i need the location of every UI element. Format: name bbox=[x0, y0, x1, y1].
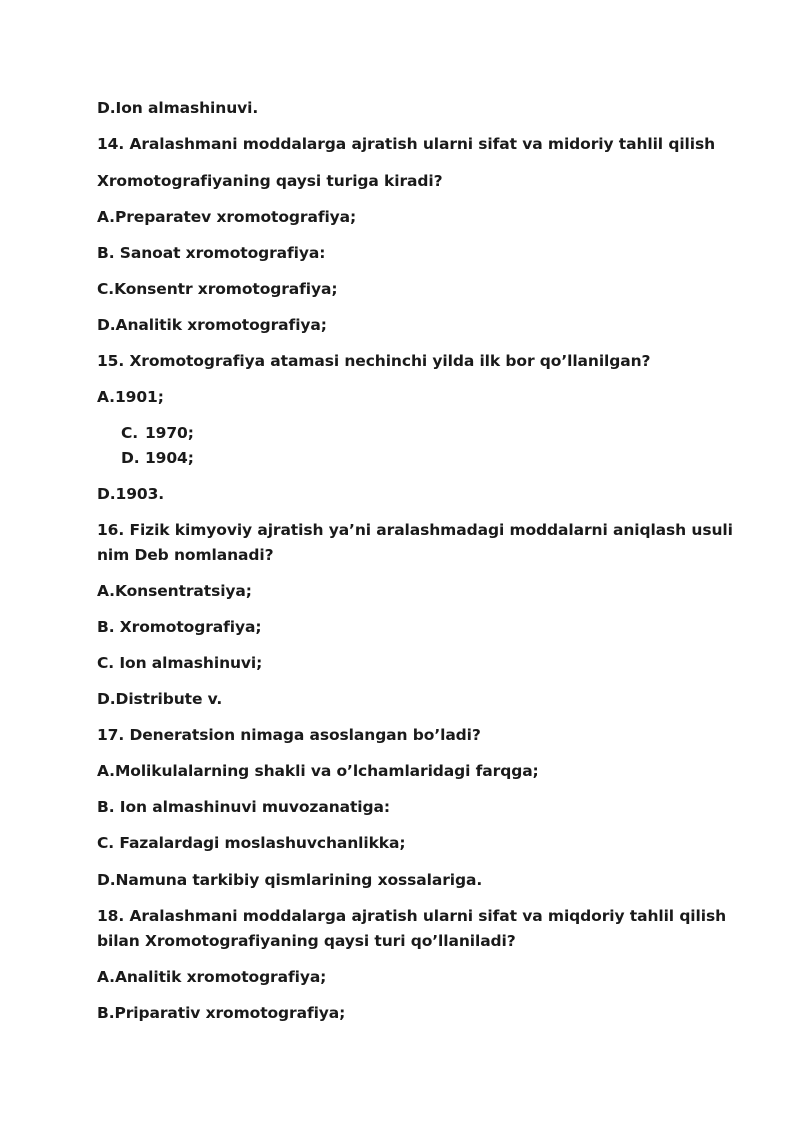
list-item-text: 1970; bbox=[145, 424, 194, 442]
answer-option: A.Konsentratsiya; bbox=[97, 582, 252, 600]
list-item bbox=[121, 423, 194, 443]
answer-option: D.Ion almashinuvi. bbox=[97, 99, 259, 117]
answer-option: A.1901; bbox=[97, 388, 164, 406]
answer-option: D.Namuna tarkibiy qismlarining xossalariga. bbox=[97, 871, 483, 889]
answer-option: D.Distribute v. bbox=[97, 690, 223, 708]
answer-option: C. Ion almashinuvi; bbox=[97, 654, 263, 672]
question-18: 18. Aralashmani moddalarga ajratish ularni sifat va miqdoriy tahlil qilish bbox=[97, 907, 727, 925]
question-17: 17. Deneratsion nimaga asoslangan bo’ladi? bbox=[97, 726, 481, 744]
answer-option: A.Preparatev xromotografiya; bbox=[97, 208, 357, 226]
answer-option: C.Konsentr xromotografiya; bbox=[97, 280, 338, 298]
list-marker: C. bbox=[121, 424, 139, 442]
question-14: 14. Aralashmani moddalarga ajratish ularni sifat va midoriy tahlil qilish bbox=[97, 135, 716, 153]
answer-option: C. Fazalardagi moslashuvchanlikka; bbox=[97, 834, 406, 852]
answer-option: D.1903. bbox=[97, 485, 165, 503]
answer-option: B. Ion almashinuvi muvozanatiga: bbox=[97, 798, 390, 816]
answer-option: A.Analitik xromotografiya; bbox=[97, 968, 327, 986]
question-14-continued: Xromotografiyaning qaysi turiga kiradi? bbox=[97, 172, 443, 190]
question-16-continued: nim Deb nomlanadi? bbox=[97, 546, 274, 564]
question-18-continued: bilan Xromotografiyaning qaysi turi qo’llaniladi? bbox=[97, 932, 516, 950]
question-16: 16. Fizik kimyoviy ajratish ya’ni aralashmadagi moddalarni aniqlash usuli bbox=[97, 521, 733, 539]
answer-option: B. Sanoat xromotografiya: bbox=[97, 244, 326, 262]
list-item-text: 1904; bbox=[145, 449, 194, 467]
list-marker: D. bbox=[121, 449, 140, 467]
question-15: 15. Xromotografiya atamasi nechinchi yilda ilk bor qo’llanilgan? bbox=[97, 352, 651, 370]
list-item bbox=[121, 448, 194, 468]
answer-option: B. Xromotografiya; bbox=[97, 618, 262, 636]
answer-option: A.Molikulalarning shakli va o’lchamlaridagi farqga; bbox=[97, 762, 539, 780]
answer-option: D.Analitik xromotografiya; bbox=[97, 316, 327, 334]
answer-option: B.Priparativ xromotografiya; bbox=[97, 1004, 346, 1022]
